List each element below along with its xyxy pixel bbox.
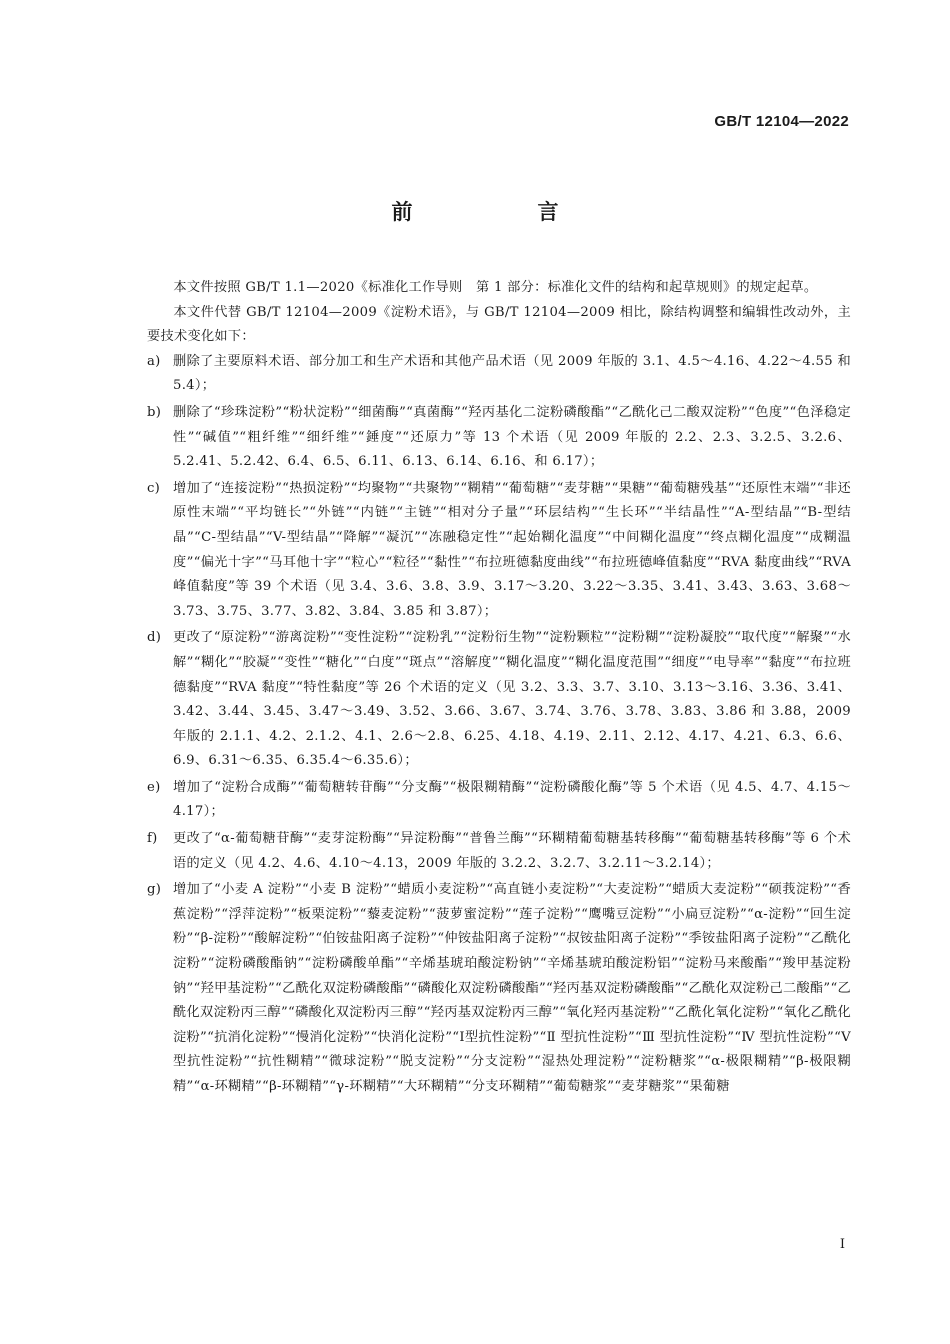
list-item [147,878,851,1099]
list-item [147,477,851,625]
list-item-mark: a) [147,353,161,369]
paragraph: 本文件按照 GB/T 1.1—2020《标准化工作导则 第 1 部分：标准化文件的结构和起草规则》的规定起草。 [173,280,818,295]
list-item-text: 增加了“小麦 A 淀粉”“小麦 B 淀粉”“蜡质小麦淀粉”“高直链小麦淀粉”“大麦淀粉”“蜡质大麦淀粉”“硕莪淀粉”“香蕉淀粉”“浮萍淀粉”“板栗淀粉”“藜麦淀粉”“菠萝蜜淀粉”“莲子淀粉”“鹰嘴豆淀粉”“小扁豆淀粉”“α-淀粉”“回生淀粉”“β-淀粉”“酸解淀粉”“伯铵盐阳离子淀粉”“仲铵盐阳离子淀粉”“叔铵盐阳离子淀粉”“季铵盐阳离子淀粉”“乙酰化淀粉”“淀粉磷酸酯钠”“淀粉磷酸单酯”“辛烯基琥珀酸淀粉钠”“辛烯基琥珀酸淀粉铝”“淀粉马来酸酯”“羧甲基淀粉钠”“羟甲基淀粉”“乙酰化双淀粉磷酸酯”“磷酸化双淀粉磷酸酯”“羟丙基双淀粉磷酸酯”“乙酰化双淀粉己二酸酯”“乙酰化双淀粉丙三醇”“磷酸化双淀粉丙三醇”“羟丙基双淀粉丙三醇”“氧化羟丙基淀粉”“乙酰化氧化淀粉”“氧化乙酰化淀粉”“抗消化淀粉”“慢消化淀粉”“快消化淀粉”“Ⅰ型抗性淀粉”“Ⅱ 型抗性淀粉”“Ⅲ 型抗性淀粉”“Ⅳ 型抗性淀粉”“Ⅴ 型抗性淀粉”“抗性糊精”“微球淀粉”“脱支淀粉”“分支淀粉”“湿热处理淀粉”“淀粉糖浆”“α-极限糊精”“β-极限糊精”“α-环糊精”“β-环糊精”“γ-环糊精”“大环糊精”“分支环糊精”“葡萄糖浆”“麦芽糖浆”“果葡糖 [173,882,851,1094]
list-item [147,776,851,825]
list-item [147,827,851,876]
document-body [147,276,851,1100]
list-item-text: 增加了“淀粉合成酶”“葡萄糖转苷酶”“分支酶”“极限糊精酶”“淀粉磷酸化酶”等 5 个术语（见 4.5、4.7、4.15～4.17）； [173,779,851,820]
list-item-mark: e) [147,779,161,795]
list-item-text: 删除了“珍珠淀粉”“粉状淀粉”“细菌酶”“真菌酶”“羟丙基化二淀粉磷酸酯”“乙酰化己二酸双淀粉”“色度”“色泽稳定性”“碱值”“粗纤维”“细纤维”“錘度”“还原力”等 13 个术语（见 2009 年版的 2.2、2.3、3.2.5、3.2.6、5.2.41、5.2.42、6.4、6.5、6.11、6.13、6.14、6.16、和 6.17）； [173,404,851,470]
list-item-text: 增加了“连接淀粉”“热损淀粉”“均聚物”“共聚物”“糊精”“葡萄糖”“麦芽糖”“果糖”“葡萄糖残基”“还原性末端”“非还原性末端”“平均链长”“外链”“内链”“主链”“相对分子量”“环层结构”“生长环”“半结晶性”“A-型结晶”“B-型结晶”“C-型结晶”“V-型结晶”“降解”“凝沉”“冻融稳定性”“起始糊化温度”“中间糊化温度”“终点糊化温度”“成糊温度”“偏光十字”“马耳他十字”“粒心”“粒径”“黏性”“布拉班德黏度曲线”“布拉班德峰值黏度”“RVA 黏度曲线”“RVA 峰值黏度”等 39 个术语（见 3.4、3.6、3.8、3.9、3.17～3.20、3.22～3.35、3.41、3.43、3.63、3.68～3.73、3.75、3.77、3.82、3.84、3.85 和 3.87）； [173,480,851,619]
page-number: Ⅰ [839,1237,845,1252]
list-item-text: 删除了主要原料术语、部分加工和生产术语和其他产品术语（见 2009 年版的 3.1、4.5～4.16、4.22～4.55 和 5.4）； [173,353,851,394]
list-item-text: 更改了“α-葡萄糖苷酶”“麦芽淀粉酶”“异淀粉酶”“普鲁兰酶”“环糊精葡萄糖基转移酶”“葡萄糖基转移酶”等 6 个术语的定义（见 4.2、4.6、4.10～4.13，2009 年版的 3.2.2、3.2.7、3.2.11～3.2.14）； [173,831,851,871]
list-item-mark: g) [147,882,162,898]
list-item [147,626,851,774]
paragraph: 本文件代替 GB/T 12104—2009《淀粉术语》，与 GB/T 12104—2009 相比，除结构调整和编辑性改动外，主要技术变化如下： [147,304,851,345]
list-item-mark: b) [147,404,162,420]
list-item-mark: d) [147,630,162,646]
list-item-mark: f) [147,831,158,847]
list-item [147,401,851,475]
standard-code: GB/T 12104—2022 [714,113,849,130]
page-title: 前 言 [391,200,611,224]
list-item-mark: c) [147,480,161,496]
list-item-text: 更改了“原淀粉”“游离淀粉”“变性淀粉”“淀粉乳”“淀粉衍生物”“淀粉颗粒”“淀粉糊”“淀粉凝胶”“取代度”“解聚”“水解”“糊化”“胶凝”“变性”“糖化”“白度”“斑点”“溶解度”“糊化温度”“糊化温度范围”“细度”“电导率”“黏度”“布拉班德黏度”“RVA 黏度”“特性黏度”等 26 个术语的定义（见 3.2、3.3、3.7、3.10、3.13～3.16、3.36、3.41、3.42、3.44、3.45、3.47～3.49、3.52、3.66、3.67、3.74、3.76、3.78、3.83、3.86 和 3.88，2009 年版的 2.1.1、4.2、2.1.2、4.1、2.6～2.8、6.25、4.18、4.19、2.11、2.12、4.17、4.21、6.3、6.6、6.9、6.31～6.35、6.35.4～6.35.6）； [173,630,851,769]
list-item [147,350,851,399]
